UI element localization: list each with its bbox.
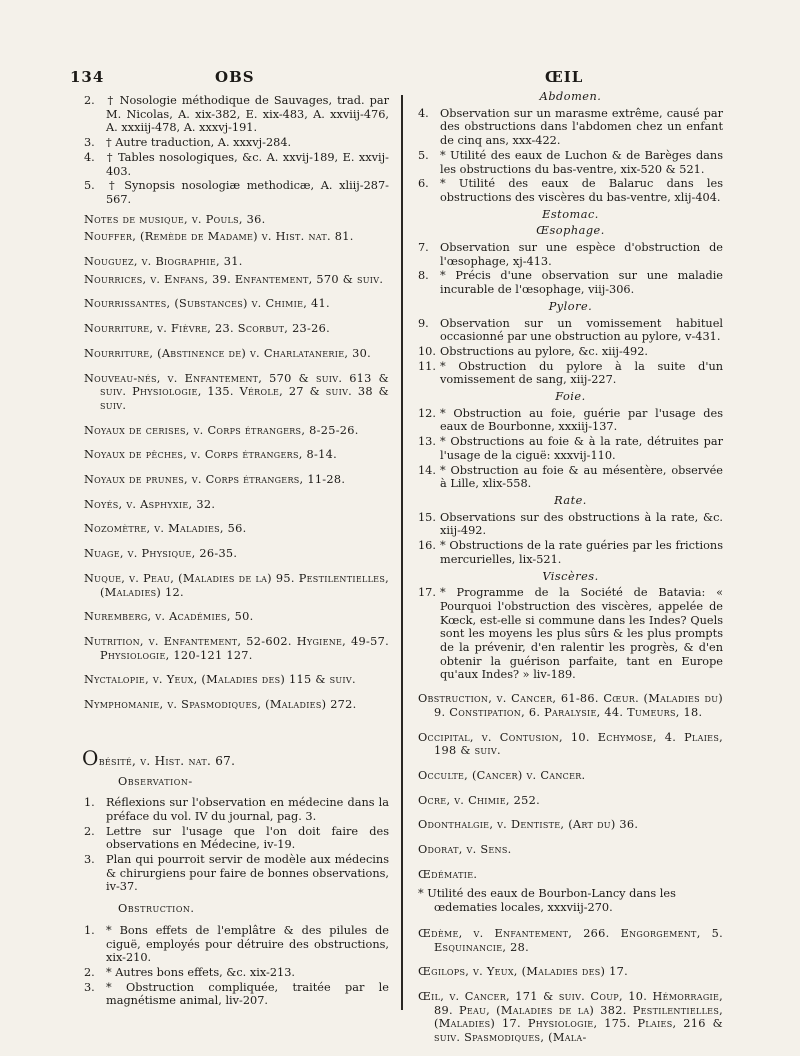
index-entry: Nutrition, v. Enfantement, 52-602. Hygiene, 49-57. Physiologie, 120-121 127. [84, 634, 389, 662]
list-item: 4. † Tables nosologiques, &c. A. xxvij-189, E. xxvij-403. [84, 150, 389, 178]
index-entry: Œdématie. [418, 867, 478, 881]
running-head-right: ŒIL [545, 68, 584, 86]
list-item: 8. * Précis d'une observation sur une maladie incurable de l'œsophage, viij-306. [418, 269, 723, 297]
index-entry: Noyaux de cerises, v. Corps étrangers, 8-25-26. [84, 423, 359, 437]
list-item: 3. † Autre traduction, A. xxxvj-284. [84, 136, 292, 150]
page-number: 134 [70, 68, 105, 86]
subheading-estomac: Estomac. [542, 207, 599, 221]
list-item: 2. Lettre sur l'usage que l'on doit faire des observations en Médecine, iv-19. [84, 824, 389, 852]
index-entry: Nourriture, (Abstinence de) v. Charlatanerie, 30. [84, 346, 371, 360]
subheading-rate: Rate. [554, 493, 587, 507]
subheading-oesophage: Œsophage. [536, 224, 605, 238]
list-item: 9. Observation sur un vomissement habituel occasionné par une obstruction au pylore, v-431. [418, 316, 723, 344]
subheading-foie: Foie. [555, 390, 586, 404]
index-entry: Occipital, v. Contusion, 10. Echymose, 4. Plaies, 198 & suiv. [418, 730, 723, 758]
index-entry: Obstruction, v. Cancer, 61-86. Cœur. (Maladies du) 9. Constipation, 6. Paralysie, 44. Tumeurs, 18. [418, 692, 723, 719]
subheading-pylore: Pylore. [548, 299, 593, 313]
index-entry: Odorat, v. Sens. [418, 843, 512, 857]
list-item: 1. * Bons effets de l'emplâtre & des pilules de ciguë, employés pour détruire des obstructions, xix-210. [84, 923, 389, 965]
index-entry: Noyés, v. Asphyxie, 32. [84, 497, 216, 511]
oedematie-note: * Utilité des eaux de Bourbon-Lancy dans les œdematies locales, xxxviij-270. [418, 887, 676, 915]
list-item: 3. * Obstruction compliquée, traitée par le magnétisme animal, liv-207. [84, 980, 389, 1008]
index-entry: Noyaux de pêches, v. Corps étrangers, 8-14. [84, 448, 337, 462]
column-divider [401, 95, 403, 1010]
list-item: 6. * Utilité des eaux de Balaruc dans les obstructions des viscères du bas-ventre, xlij-404. [418, 177, 723, 204]
index-entry: Nyctalopie, v. Yeux, (Maladies des) 115 & suiv. [84, 673, 356, 687]
index-entry: Nouveau-nés, v. Enfantement, 570 & suiv. 613 & suiv. Physiologie, 135. Vérole, 27 & suiv. 38 & suiv. [84, 371, 389, 412]
index-entry: Odonthalgie, v. Dentiste, (Art du) 36. [418, 818, 639, 832]
list-item: 11. * Obstruction du pylore à la suite d'un vomissement de sang, xiij-227. [418, 359, 723, 387]
left-column [84, 94, 389, 1009]
index-entry: Occulte, (Cancer) v. Cancer. [418, 768, 586, 782]
index-entry: Nourriture, v. Fièvre, 23. Scorbut, 23-26. [84, 322, 331, 336]
list-item: 1. Réflexions sur l'observation en médecine dans la préface du vol. IV du journal, pag. 3. [84, 796, 389, 823]
index-entry: Nourrices, v. Enfans, 39. Enfantement, 570 & suiv. [84, 272, 384, 286]
obstruction-label: Obstruction. [118, 902, 195, 916]
list-item: 12. * Obstruction au foie, guérie par l'usage des eaux de Bourbonne, xxxiij-137. [418, 406, 723, 434]
subheading-abdomen: Abdomen. [539, 90, 602, 103]
index-entry: Nuremberg, v. Académies, 50. [84, 610, 254, 624]
list-item: 2. * Autres bons effets, &c. xix-213. [84, 965, 295, 979]
index-entry: Ocre, v. Chimie, 252. [418, 793, 540, 807]
list-item: 13. * Obstructions au foie & à la rate, détruites par l'usage de la ciguë: xxxvij-110. [418, 435, 723, 462]
index-entry: Œil, v. Cancer, 171 & suiv. Coup, 10. Hémorragie, 89. Peau, (Maladies de la) 382. Pestilentielles, (Maladies) 17. Physiologie, 175. Plaies, 216 & suiv. Spasmodiques, (Mala- [418, 989, 723, 1045]
list-item: 5. † Synopsis nosologiæ methodicæ, A. xliij-287-567. [84, 179, 389, 206]
subheading-visceres: Viscères. [542, 569, 599, 583]
obesite-heading: Obésité, v. Hist. nat. 67. [82, 745, 236, 770]
right-column [418, 90, 723, 1056]
list-item: 16. * Obstructions de la rate guéries par les frictions mercurielles, lix-521. [418, 539, 723, 566]
index-entry: Nymphomanie, v. Spasmodiques, (Maladies) 272. [84, 698, 357, 712]
list-item: 5. * Utilité des eaux de Luchon & de Barèges dans les obstructions du bas-ventre, xix-520 & 521. [418, 148, 723, 176]
list-item: 15. Observations sur des obstructions à la rate, &c. xiij-492. [418, 510, 723, 538]
running-head-left: OBS [215, 68, 255, 86]
list-item: 4. Observation sur un marasme extrême, causé par des obstructions dans l'abdomen chez un enfant de cinq ans, xxx-422. [418, 106, 723, 148]
list-item: 3. Plan qui pourroit servir de modèle aux médecins & chirurgiens pour faire de bonnes observations, iv-37. [84, 853, 389, 894]
list-item: 7. Observation sur une espèce d'obstruction de l'œsophage, xj-413. [418, 241, 723, 268]
list-item: 10. Obstructions au pylore, &c. xiij-492. [418, 344, 648, 358]
nosologie-list [84, 94, 389, 207]
index-entry: Nouffer, (Remède de Madame) v. Hist. nat. 81. [84, 230, 354, 244]
index-entry: Nozomètre, v. Maladies, 56. [84, 522, 247, 536]
index-entry: Nourrissantes, (Substances) v. Chimie, 41. [84, 297, 330, 311]
index-entry: Nouguez, v. Biographie, 31. [84, 255, 243, 269]
list-item: 2. † Nosologie méthodique de Sauvages, trad. par M. Nicolas, A. xix-382, E. xix-483, A. xxviij-476, A. xxxiij-478, A. xxxvj-191. [84, 94, 389, 135]
index-entry: Œdème, v. Enfantement, 266. Engorgement, 5. Esquinancie, 28. [418, 926, 723, 954]
list-item: 17. * Programme de la Société de Batavia: « Pourquoi l'obstruction des viscères, appelée de Kœck, est-elle si commune dans les Indes? Quels sont les moyens les plus sûrs & les plus prompts de la prévenir, d'en ralentir les progrès, & d'en obtenir la guérison parfaite, tant en Europe qu'aux Indes? » liv-189. [418, 586, 723, 682]
index-entry: Nuage, v. Physique, 26-35. [84, 547, 238, 561]
observation-label: Observation- [118, 774, 193, 788]
index-entry: Nuque, v. Peau, (Maladies de la) 95. Pestilentielles, (Maladies) 12. [84, 571, 389, 599]
index-entry: Notes de musique, v. Pouls, 36. [84, 212, 266, 226]
index-entry: Œgilops, v. Yeux, (Maladies des) 17. [418, 965, 629, 979]
list-item: 14. * Obstruction au foie & au mésentère, observée à Lille, xlix-558. [418, 463, 723, 491]
index-entry: Noyaux de prunes, v. Corps étrangers, 11-28. [84, 473, 346, 487]
